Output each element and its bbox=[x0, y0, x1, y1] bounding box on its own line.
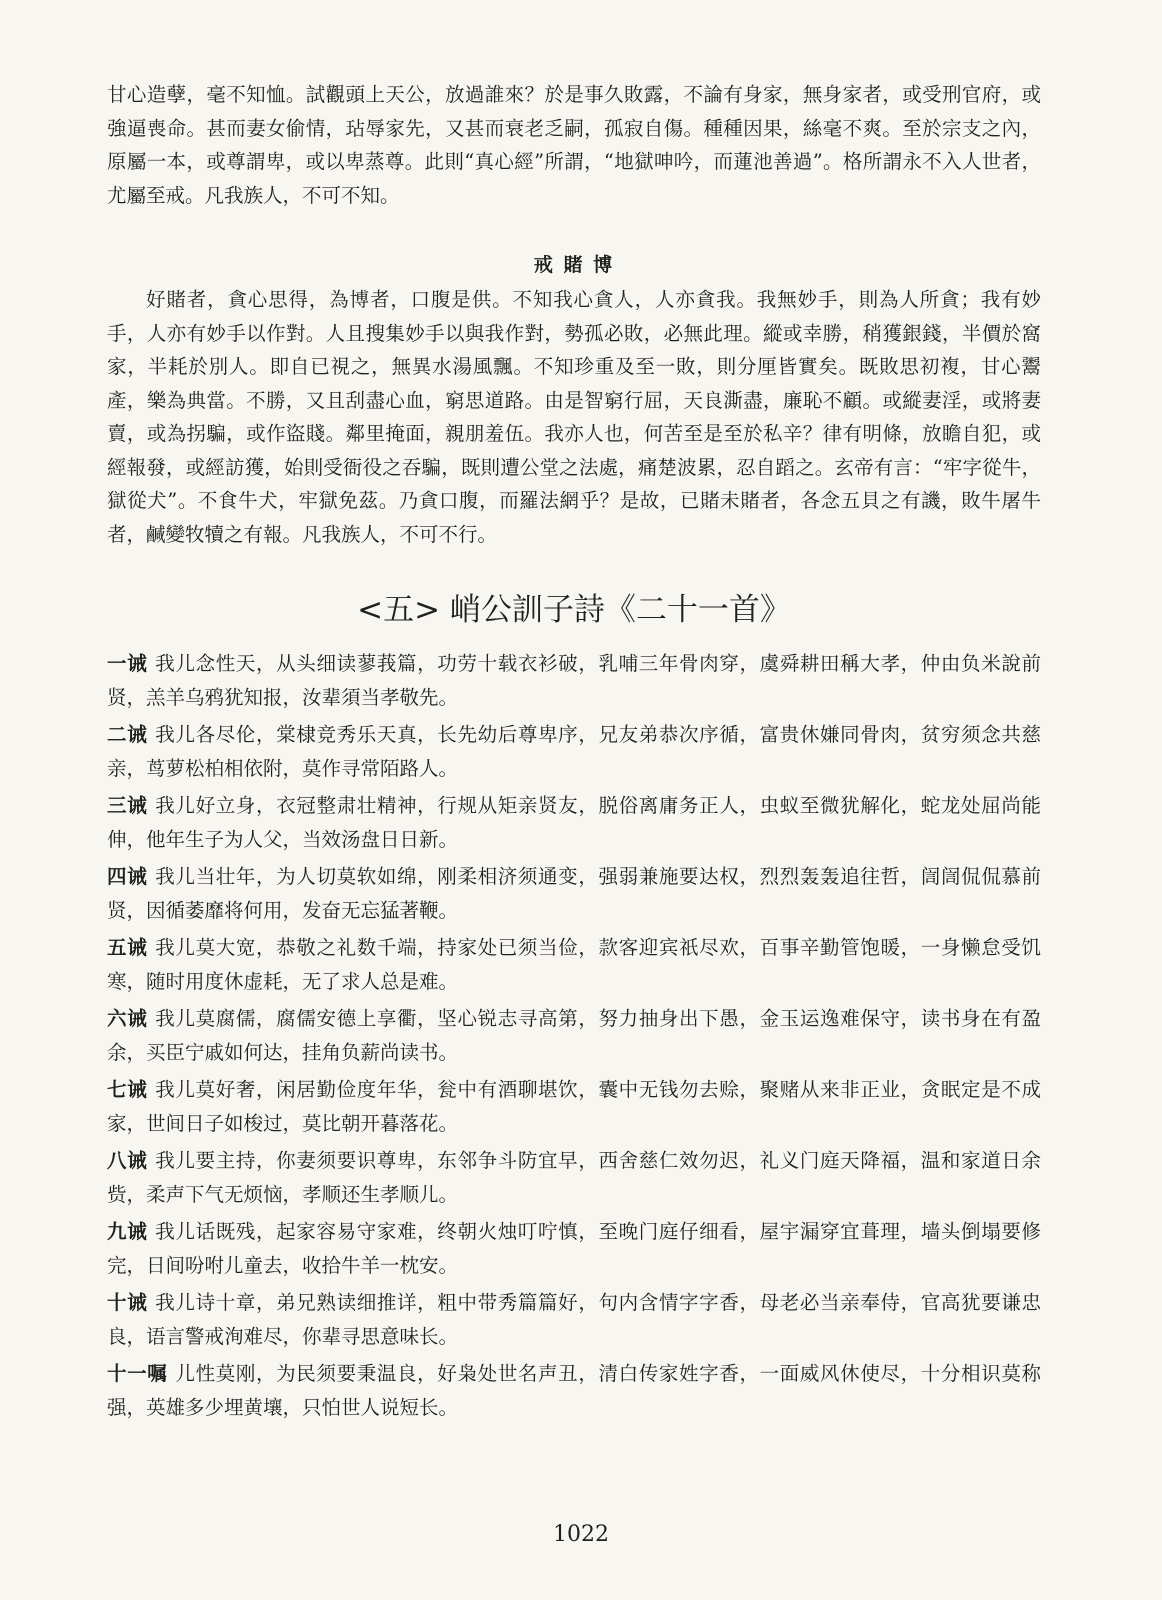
poem-item bbox=[107, 860, 1041, 927]
section-paragraph: 好賭者，貪心思得，為博者，口腹是供。不知我心貪人，人亦貪我。我無妙手，則為人所貪；我有妙手，人亦有妙手以作對。人且搜集妙手以與我作對，勢孤必敗，必無此理。縱或幸勝，稍獲銀錢，半價於窩家，半耗於別人。即自已視之，無異水湯風飄。不知珍重及至一敗，則分厘皆實矣。既敗思初複，甘心鬻產，樂為典當。不勝，又且刮盡心血，窮思道路。由是智窮行屈，天良澌盡，廉恥不顧。或縱妻淫，或將妻賣，或為拐騙，或作盜賤。鄰里掩面，親朋羞伍。我亦人也，何苦至是至於私辛？律有明條，放瞻自犯，或經報發，或經訪獲，始則受衙役之吞騙，既則遭公堂之法處，痛楚波累，忍自蹈之。玄帝有言：“牢字從牛，獄從犬”。不食牛犬，牢獄免茲。乃貪口腹，而羅法網乎？是故，已賭未賭者，各念五貝之有譏，敗牛屠牛者，鹹變牧犢之有報。凡我族人，不可不行。 bbox=[107, 288, 1041, 546]
poem-text: 我儿念性天，从头细读蓼莪篇，功劳十载衣衫破，乳哺三年骨肉穿，虞舜耕田稱大孝，仲由负米說前贤，羔羊乌鸦犹知报，汝辈須当孝敬先。 bbox=[107, 652, 1041, 709]
poem-text: 我儿各尽伦，棠棣竞秀乐天真，长先幼后尊卑序，兄友弟恭次序循，富贵休嫌同骨肉，贫穷须念共慈亲，茑萝松柏相依附，莫作寻常陌路人。 bbox=[107, 723, 1041, 780]
poem-text: 我儿莫大宽，恭敬之礼数千端，持家处已须当俭，款客迎宾祇尽欢，百事辛勤管饱暖，一身懒怠受饥寒，随时用度休虚耗，无了求人总是难。 bbox=[107, 936, 1041, 993]
poem-text: 我儿莫腐儒，腐儒安德上享衢，坚心锐志寻高第，努力抽身出下愚，金玉运逸难保守，读书身在有盈余，买臣宁戚如何达，挂角负薪尚读书。 bbox=[107, 1007, 1041, 1064]
poem-label: 十诫 bbox=[107, 1291, 148, 1314]
poem-label: 六诫 bbox=[107, 1007, 148, 1030]
poem-item bbox=[107, 647, 1041, 714]
poem-label: 八诫 bbox=[107, 1149, 148, 1172]
poem-item bbox=[107, 1002, 1041, 1069]
poem-item bbox=[107, 1215, 1041, 1282]
poem-list bbox=[107, 647, 1041, 1424]
chapter-title: <五> 峭公訓子詩《二十一首》 bbox=[357, 592, 791, 628]
poem-item bbox=[107, 1144, 1041, 1211]
poem-label: 十一嘱 bbox=[107, 1362, 168, 1385]
poem-label: 九诫 bbox=[107, 1220, 148, 1243]
poem-item bbox=[107, 1357, 1041, 1424]
poem-text: 我儿要主持，你妻须要识尊卑，东邻争斗防宜早，西舍慈仁效勿迟，礼义门庭天降福，温和家道日余赀，柔声下气无烦恼，孝顺还生孝顺儿。 bbox=[107, 1149, 1041, 1206]
poem-label: 五诫 bbox=[107, 936, 148, 959]
poem-item bbox=[107, 1073, 1041, 1140]
poem-label: 七诫 bbox=[107, 1078, 148, 1101]
intro-paragraph: 甘心造孽，毫不知恤。試觀頭上天公，放過誰來？於是事久敗露，不論有身家，無身家者，或受刑官府，或強逼喪命。甚而妻女偷情，玷辱家先，又甚而衰老乏嗣，孤寂自傷。種種因果，絲毫不爽。至於宗支之內，原屬一本，或尊謂卑，或以卑蒸尊。此則“真心經”所謂，“地獄呻吟，而蓮池善過”。格所謂永不入人世者，尤屬至戒。凡我族人，不可不知。 bbox=[107, 83, 1041, 207]
poem-item bbox=[107, 1286, 1041, 1353]
poem-label: 二诫 bbox=[107, 723, 148, 746]
poem-item bbox=[107, 931, 1041, 998]
poem-text: 我儿话既残，起家容易守家难，终朝火烛叮咛慎，至晚门庭仔细看，屋宇漏穿宜葺理，墙头倒塌要修完，日间吩咐儿童去，收拾牛羊一枕安。 bbox=[107, 1220, 1041, 1277]
poem-text: 我儿莫好奢，闲居勤俭度年华，瓮中有酒聊堪饮，囊中无钱勿去赊，聚赌从来非正业，贪眠定是不成家，世间日子如梭过，莫比朝开暮落花。 bbox=[107, 1078, 1041, 1135]
poem-item bbox=[107, 718, 1041, 785]
poem-label: 三诫 bbox=[107, 794, 148, 817]
poem-text: 我儿当壮年，为人切莫软如绵，刚柔相济须通变，强弱兼施要达权，烈烈轰轰追往哲，訚訚侃侃慕前贤，因循萎靡将何用，发奋无忘猛著鞭。 bbox=[107, 865, 1041, 922]
section-title: 戒 賭 博 bbox=[533, 254, 615, 276]
poem-item bbox=[107, 789, 1041, 856]
poem-text: 我儿好立身，衣冠整肃壮精神，行规从矩亲贤友，脱俗离庸务正人，虫蚁至微犹解化，蛇龙处屈尚能伸，他年生子为人父，当效汤盘日日新。 bbox=[107, 794, 1041, 851]
poem-label: 一诫 bbox=[107, 652, 148, 675]
poem-label: 四诫 bbox=[107, 865, 148, 888]
poem-text: 儿性莫刚，为民须要秉温良，好枭处世名声丑，清白传家姓字香，一面威风休使尽，十分相识莫称强，英雄多少埋黄壤，只怕世人说短长。 bbox=[107, 1362, 1041, 1419]
poem-text: 我儿诗十章，弟兄熟读细推详，粗中带秀篇篇好，句内含情字字香，母老必当亲奉侍，官高犹要谦忠良，语言警戒洵难尽，你辈寻思意味长。 bbox=[107, 1291, 1041, 1348]
page-number: 1022 bbox=[553, 1522, 609, 1547]
page-content bbox=[107, 78, 1041, 1428]
